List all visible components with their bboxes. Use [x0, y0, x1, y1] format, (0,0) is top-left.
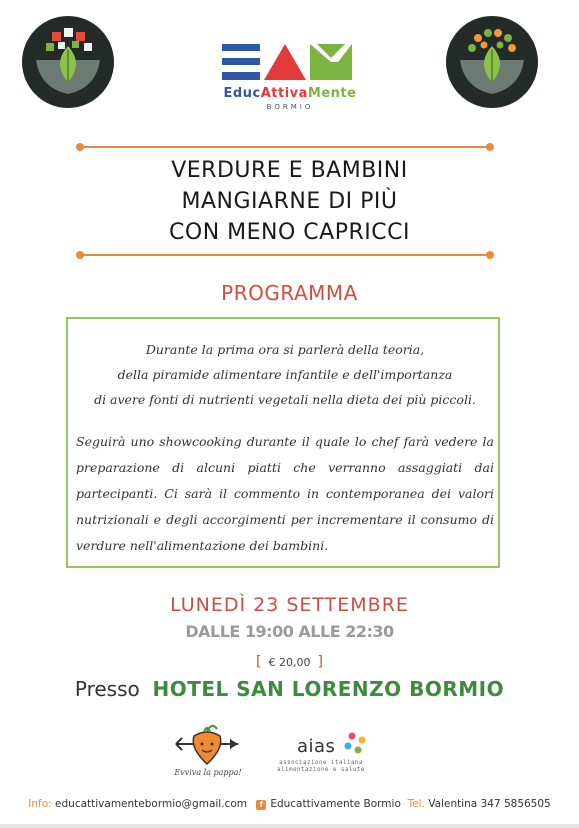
bottom-bar [0, 824, 579, 828]
event-price: [ € 20,00 ] [256, 654, 323, 670]
bottom-divider-dot-left [76, 251, 84, 259]
left-salad-badge-icon [22, 16, 114, 108]
program-heading: PROGRAMMA [221, 281, 358, 305]
logo-wordmark: EducAttivaMente [223, 86, 357, 101]
program-intro-line-1: Durante la prima ora si parlerà della teoria, [145, 342, 425, 357]
top-divider-dot-left [76, 143, 84, 151]
bottom-divider [80, 254, 490, 256]
facebook-icon: f [256, 800, 266, 810]
carrot-logo-icon [174, 722, 240, 766]
venue-name: HOTEL SAN LORENZO BORMIO [152, 677, 505, 701]
contact-footer [0, 798, 579, 810]
event-title [0, 155, 579, 248]
info-label: Info: [28, 798, 52, 810]
educattivamente-logo-icon [222, 44, 352, 80]
program-intro [76, 337, 494, 412]
tel-label: Tel. [407, 798, 425, 810]
program-box [66, 317, 500, 568]
program-intro-line-2: della piramide alimentare infantile e dell'importanza [117, 367, 453, 382]
carrot-caption: Evviva la pappa! [174, 768, 242, 777]
contact-email[interactable]: educattivamentebormio@gmail.com [55, 798, 247, 810]
aias-logo-text: aias [297, 736, 336, 757]
title-line-2: MANGIARNE DI PIÙ [181, 189, 398, 214]
bottom-divider-dot-right [486, 251, 494, 259]
program-intro-line-3: di avere fonti di nutrienti vegetali nella dieta dei più piccoli. [94, 392, 476, 407]
logo-subtitle: BORMIO [266, 103, 314, 111]
event-venue [0, 677, 579, 701]
top-divider [80, 146, 490, 148]
right-salad-badge-icon [446, 16, 538, 108]
aias-dots-icon [342, 730, 372, 758]
facebook-page[interactable]: Educattivamente Bormio [270, 798, 401, 810]
program-details: Seguirà uno showcooking durante il quale lo chef farà vedere la preparazione di alcuni piatti che verranno assaggiati dai partecipanti. Ci sarà il commento in contemporanea dei valori nutrizionali e degli accorgimenti per incrementare il consumo di verdure nell'alimentazione dei bambini. [76, 434, 494, 553]
aias-subtitle-line-2: alimentazione e salute [277, 767, 365, 773]
top-divider-dot-right [486, 143, 494, 151]
venue-prefix: Presso [74, 677, 140, 701]
price-value: € 20,00 [268, 656, 311, 669]
event-time: DALLE 19:00 ALLE 22:30 [185, 622, 394, 641]
title-line-3: CON MENO CAPRICCI [169, 220, 410, 245]
aias-subtitle-line-1: associazione italiana [279, 760, 363, 766]
aias-subtitle [263, 760, 379, 774]
contact-phone[interactable]: Valentina 347 5856505 [428, 798, 551, 810]
event-date: LUNEDÌ 23 SETTEMBRE [170, 594, 409, 616]
title-line-1: VERDURE E BAMBINI [171, 158, 408, 183]
